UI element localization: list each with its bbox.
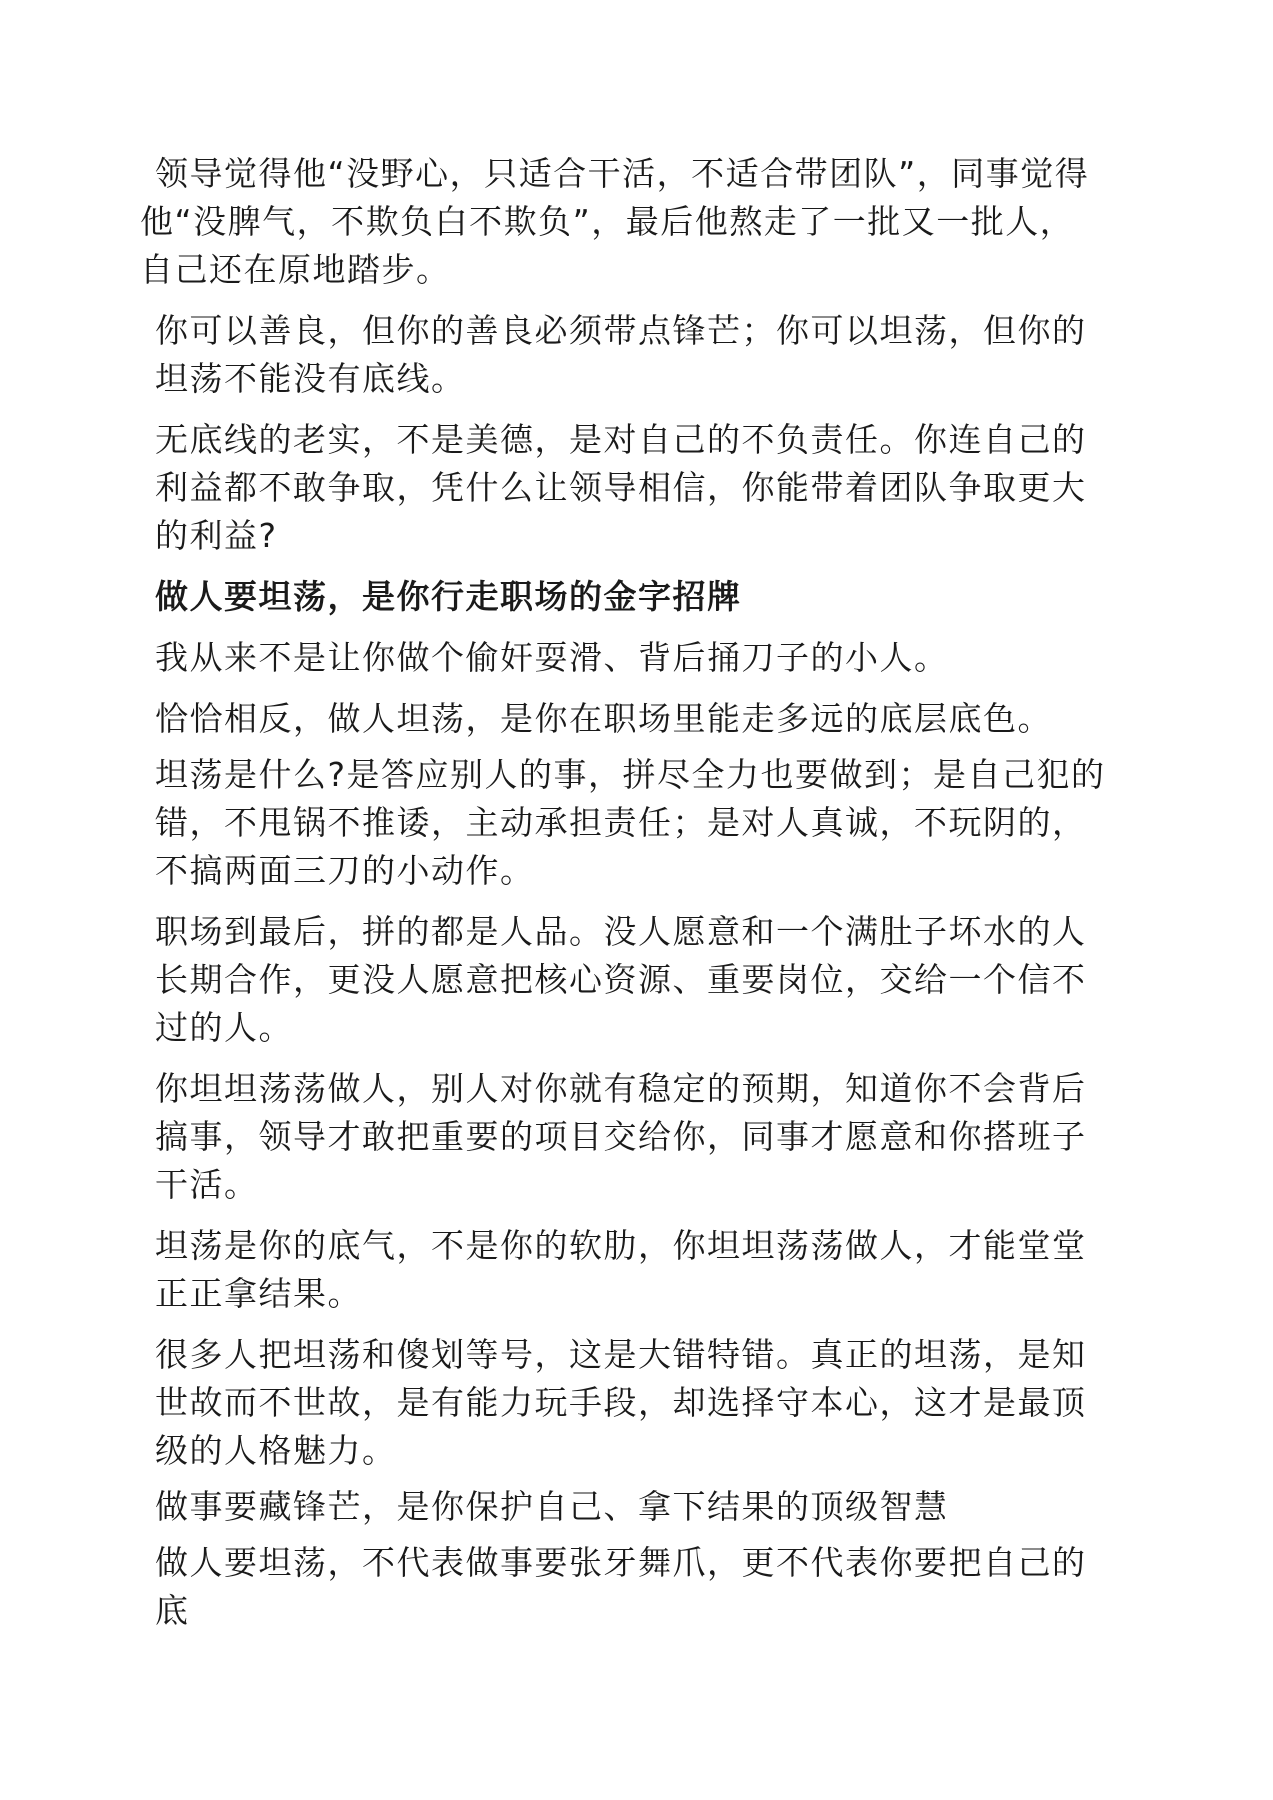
paragraph: 你坦坦荡荡做人，别人对你就有稳定的预期，知道你不会背后搞事，领导才敢把重要的项目交给你，同事才愿意和你搭班子干活。 xyxy=(155,1069,1087,1204)
section-heading: 做人要坦荡，是你行走职场的金字招牌 xyxy=(155,577,742,616)
paragraph: 做人要坦荡，不代表做事要张牙舞爪，更不代表你要把自己的底 xyxy=(155,1543,1087,1630)
paragraph: 领导觉得他“没野心，只适合干活，不适合带团队”，同事觉得他“没脾气，不欺负白不欺负”，最后他熬走了一批又一批人，自己还在原地踏步。 xyxy=(140,154,1090,289)
paragraph: 坦荡是什么?是答应别人的事，拼尽全力也要做到；是自己犯的错，不甩锅不推诿，主动承担责任；是对人真诚，不玩阴的，不搞两面三刀的小动作。 xyxy=(155,755,1106,890)
section-heading: 做事要藏锋芒，是你保护自己、拿下结果的顶级智慧 xyxy=(155,1487,949,1526)
paragraph: 你可以善良，但你的善良必须带点锋芒；你可以坦荡，但你的坦荡不能没有底线。 xyxy=(155,311,1087,398)
paragraph: 恰恰相反，做人坦荡，是你在职场里能走多远的底层底色。 xyxy=(155,699,1052,738)
paragraph: 坦荡是你的底气，不是你的软肋，你坦坦荡荡做人，才能堂堂正正拿结果。 xyxy=(155,1226,1087,1313)
document-body xyxy=(0,150,1273,1648)
paragraph: 很多人把坦荡和傻划等号，这是大错特错。真正的坦荡，是知世故而不世故，是有能力玩手段，却选择守本心，这才是最顶级的人格魅力。 xyxy=(155,1335,1087,1470)
paragraph: 我从来不是让你做个偷奸耍滑、背后捅刀子的小人。 xyxy=(155,638,949,677)
paragraph: 职场到最后，拼的都是人品。没人愿意和一个满肚子坏水的人长期合作，更没人愿意把核心资源、重要岗位，交给一个信不过的人。 xyxy=(155,912,1087,1047)
paragraph: 无底线的老实，不是美德，是对自己的不负责任。你连自己的利益都不敢争取，凭什么让领导相信，你能带着团队争取更大的利益? xyxy=(155,420,1087,555)
